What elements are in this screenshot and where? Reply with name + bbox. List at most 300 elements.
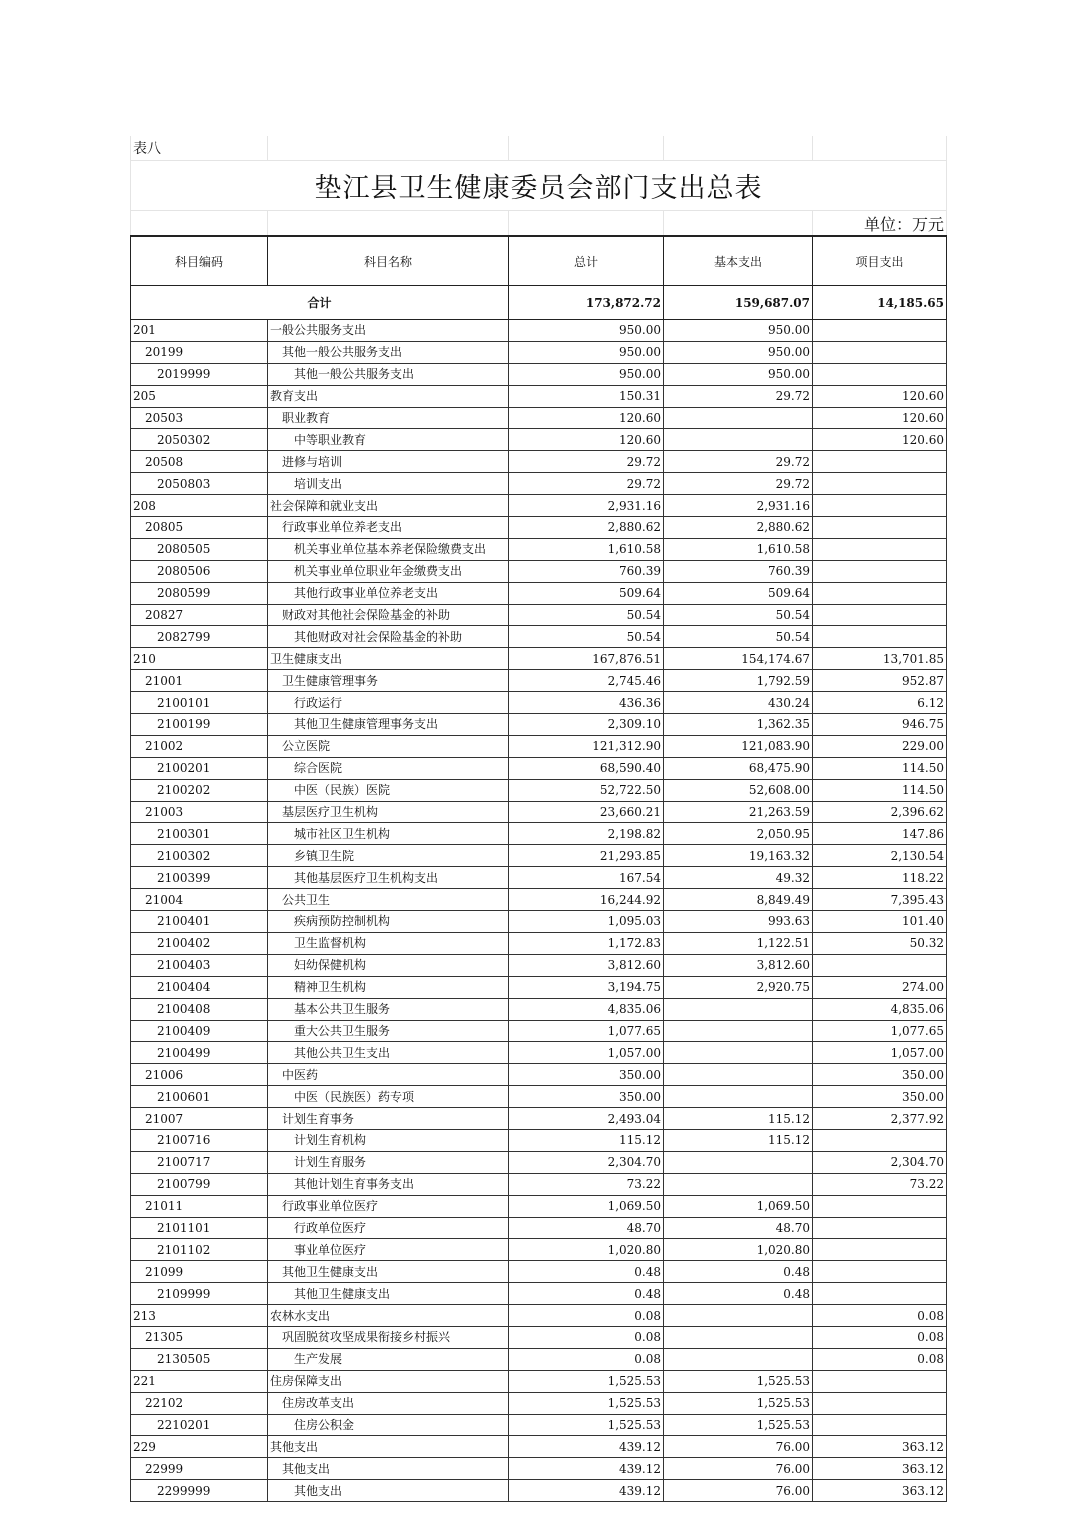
page-title: 垫江县卫生健康委员会部门支出总表 xyxy=(131,161,947,211)
table-row xyxy=(131,1261,947,1283)
row-name: 其他卫生健康支出 xyxy=(268,1283,509,1305)
row-project: 0.08 xyxy=(813,1348,947,1370)
table-row xyxy=(131,1392,947,1414)
row-project xyxy=(813,320,947,342)
row-basic: 0.48 xyxy=(664,1261,813,1283)
table-row xyxy=(131,1348,947,1370)
row-project xyxy=(813,473,947,495)
table-row xyxy=(131,1086,947,1108)
table-row xyxy=(131,1195,947,1217)
row-basic: 29.72 xyxy=(664,451,813,473)
row-code: 2100302 xyxy=(131,845,268,867)
row-total: 150.31 xyxy=(509,385,664,407)
table-row xyxy=(131,779,947,801)
row-total: 1,525.53 xyxy=(509,1370,664,1392)
row-basic: 1,362.35 xyxy=(664,714,813,736)
row-total: 0.08 xyxy=(509,1305,664,1327)
row-project: 13,701.85 xyxy=(813,648,947,670)
table-row xyxy=(131,1108,947,1130)
row-code: 21004 xyxy=(131,889,268,911)
row-code: 2210201 xyxy=(131,1414,268,1436)
label-row xyxy=(131,136,947,161)
row-basic: 121,083.90 xyxy=(664,735,813,757)
row-basic: 3,812.60 xyxy=(664,954,813,976)
header-total: 总计 xyxy=(509,236,664,286)
title-row xyxy=(131,161,947,211)
row-name: 中医（民族医）药专项 xyxy=(268,1086,509,1108)
row-total: 48.70 xyxy=(509,1217,664,1239)
row-project xyxy=(813,538,947,560)
row-code: 205 xyxy=(131,385,268,407)
row-code: 2100499 xyxy=(131,1042,268,1064)
row-total: 439.12 xyxy=(509,1480,664,1502)
row-basic: 50.54 xyxy=(664,604,813,626)
row-code: 2100408 xyxy=(131,998,268,1020)
row-basic: 1,122.51 xyxy=(664,932,813,954)
row-code: 2299999 xyxy=(131,1480,268,1502)
row-code: 21007 xyxy=(131,1108,268,1130)
row-name: 教育支出 xyxy=(268,385,509,407)
row-code: 221 xyxy=(131,1370,268,1392)
row-name: 计划生育事务 xyxy=(268,1108,509,1130)
row-total: 950.00 xyxy=(509,320,664,342)
row-basic: 760.39 xyxy=(664,560,813,582)
row-code: 20199 xyxy=(131,341,268,363)
row-basic: 509.64 xyxy=(664,582,813,604)
row-basic: 115.12 xyxy=(664,1108,813,1130)
row-name: 卫生健康支出 xyxy=(268,648,509,670)
row-total: 436.36 xyxy=(509,692,664,714)
row-project xyxy=(813,626,947,648)
row-code: 2101101 xyxy=(131,1217,268,1239)
row-name: 培训支出 xyxy=(268,473,509,495)
row-basic: 430.24 xyxy=(664,692,813,714)
row-code: 21011 xyxy=(131,1195,268,1217)
row-basic: 1,792.59 xyxy=(664,670,813,692)
table-row xyxy=(131,1042,947,1064)
table-row xyxy=(131,648,947,670)
row-basic: 115.12 xyxy=(664,1129,813,1151)
row-basic xyxy=(664,1173,813,1195)
row-project xyxy=(813,1129,947,1151)
row-project: 73.22 xyxy=(813,1173,947,1195)
row-project xyxy=(813,495,947,517)
row-name: 妇幼保健机构 xyxy=(268,954,509,976)
row-project xyxy=(813,1195,947,1217)
row-name: 卫生健康管理事务 xyxy=(268,670,509,692)
row-total: 52,722.50 xyxy=(509,779,664,801)
row-code: 2100403 xyxy=(131,954,268,976)
row-basic xyxy=(664,407,813,429)
row-name: 公共卫生 xyxy=(268,889,509,911)
row-total: 950.00 xyxy=(509,363,664,385)
row-name: 其他支出 xyxy=(268,1458,509,1480)
unit-label: 单位：万元 xyxy=(813,211,947,237)
table-row xyxy=(131,670,947,692)
table-row xyxy=(131,407,947,429)
row-project xyxy=(813,451,947,473)
total-row xyxy=(131,286,947,320)
row-name: 其他财政对社会保险基金的补助 xyxy=(268,626,509,648)
table-row xyxy=(131,911,947,933)
row-code: 213 xyxy=(131,1305,268,1327)
table-row xyxy=(131,1129,947,1151)
table-row xyxy=(131,1305,947,1327)
row-code: 2080506 xyxy=(131,560,268,582)
row-name: 综合医院 xyxy=(268,757,509,779)
row-name: 重大公共卫生服务 xyxy=(268,1020,509,1042)
row-project: 114.50 xyxy=(813,779,947,801)
row-basic: 21,263.59 xyxy=(664,801,813,823)
table-row xyxy=(131,320,947,342)
row-code: 20508 xyxy=(131,451,268,473)
row-project: 0.08 xyxy=(813,1326,947,1348)
row-project: 101.40 xyxy=(813,911,947,933)
row-project: 363.12 xyxy=(813,1480,947,1502)
row-code: 2100202 xyxy=(131,779,268,801)
table-row xyxy=(131,1239,947,1261)
row-name: 城市社区卫生机构 xyxy=(268,823,509,845)
row-basic: 76.00 xyxy=(664,1436,813,1458)
row-project: 946.75 xyxy=(813,714,947,736)
row-basic: 76.00 xyxy=(664,1458,813,1480)
row-total: 3,194.75 xyxy=(509,976,664,998)
row-basic: 19,163.32 xyxy=(664,845,813,867)
row-name: 疾病预防控制机构 xyxy=(268,911,509,933)
header-name: 科目名称 xyxy=(268,236,509,286)
row-name: 机关事业单位职业年金缴费支出 xyxy=(268,560,509,582)
row-code: 2100601 xyxy=(131,1086,268,1108)
row-total: 120.60 xyxy=(509,429,664,451)
row-total: 950.00 xyxy=(509,341,664,363)
row-name: 住房公积金 xyxy=(268,1414,509,1436)
row-basic xyxy=(664,1020,813,1042)
row-total: 2,309.10 xyxy=(509,714,664,736)
row-name: 其他一般公共服务支出 xyxy=(268,341,509,363)
row-project xyxy=(813,560,947,582)
row-project xyxy=(813,1261,947,1283)
row-code: 2100401 xyxy=(131,911,268,933)
row-code: 21002 xyxy=(131,735,268,757)
row-total: 73.22 xyxy=(509,1173,664,1195)
table-row xyxy=(131,889,947,911)
table-row xyxy=(131,998,947,1020)
table-row xyxy=(131,473,947,495)
row-project: 229.00 xyxy=(813,735,947,757)
row-basic xyxy=(664,1086,813,1108)
row-project xyxy=(813,363,947,385)
row-name: 进修与培训 xyxy=(268,451,509,473)
table-row xyxy=(131,1217,947,1239)
row-code: 2100402 xyxy=(131,932,268,954)
table-row xyxy=(131,1283,947,1305)
row-total: 2,880.62 xyxy=(509,517,664,539)
row-name: 行政事业单位养老支出 xyxy=(268,517,509,539)
row-total: 1,095.03 xyxy=(509,911,664,933)
row-basic: 68,475.90 xyxy=(664,757,813,779)
row-total: 1,172.83 xyxy=(509,932,664,954)
row-name: 乡镇卫生院 xyxy=(268,845,509,867)
row-basic: 52,608.00 xyxy=(664,779,813,801)
row-name: 机关事业单位基本养老保险缴费支出 xyxy=(268,538,509,560)
table-row xyxy=(131,538,947,560)
row-code: 22102 xyxy=(131,1392,268,1414)
table-row xyxy=(131,604,947,626)
row-code: 2100409 xyxy=(131,1020,268,1042)
row-name: 职业教育 xyxy=(268,407,509,429)
row-basic: 1,020.80 xyxy=(664,1239,813,1261)
row-code: 2101102 xyxy=(131,1239,268,1261)
row-code: 2019999 xyxy=(131,363,268,385)
row-code: 2100404 xyxy=(131,976,268,998)
row-project: 2,396.62 xyxy=(813,801,947,823)
table-row xyxy=(131,845,947,867)
row-code: 2100301 xyxy=(131,823,268,845)
row-total: 439.12 xyxy=(509,1458,664,1480)
row-total: 120.60 xyxy=(509,407,664,429)
row-total: 1,020.80 xyxy=(509,1239,664,1261)
expenditure-table xyxy=(130,136,947,1502)
row-name: 农林水支出 xyxy=(268,1305,509,1327)
row-basic xyxy=(664,1151,813,1173)
row-basic: 950.00 xyxy=(664,341,813,363)
table-row xyxy=(131,560,947,582)
row-name: 住房改革支出 xyxy=(268,1392,509,1414)
table-row xyxy=(131,1414,947,1436)
row-name: 其他基层医疗卫生机构支出 xyxy=(268,867,509,889)
row-name: 其他支出 xyxy=(268,1436,509,1458)
row-total: 115.12 xyxy=(509,1129,664,1151)
row-basic: 2,880.62 xyxy=(664,517,813,539)
row-total: 0.48 xyxy=(509,1261,664,1283)
row-project: 2,377.92 xyxy=(813,1108,947,1130)
table-row xyxy=(131,1436,947,1458)
row-total: 760.39 xyxy=(509,560,664,582)
row-total: 0.08 xyxy=(509,1326,664,1348)
row-total: 50.54 xyxy=(509,604,664,626)
row-basic: 1,525.53 xyxy=(664,1370,813,1392)
row-project: 2,130.54 xyxy=(813,845,947,867)
row-name: 行政单位医疗 xyxy=(268,1217,509,1239)
row-total: 0.08 xyxy=(509,1348,664,1370)
table-row xyxy=(131,1173,947,1195)
row-total: 23,660.21 xyxy=(509,801,664,823)
row-total: 1,057.00 xyxy=(509,1042,664,1064)
row-project: 114.50 xyxy=(813,757,947,779)
row-name: 卫生监督机构 xyxy=(268,932,509,954)
row-project: 350.00 xyxy=(813,1086,947,1108)
row-project: 6.12 xyxy=(813,692,947,714)
row-total: 29.72 xyxy=(509,451,664,473)
row-project: 1,077.65 xyxy=(813,1020,947,1042)
table-row xyxy=(131,1326,947,1348)
row-total: 1,069.50 xyxy=(509,1195,664,1217)
row-project: 2,304.70 xyxy=(813,1151,947,1173)
table-row xyxy=(131,495,947,517)
row-name: 基本公共卫生服务 xyxy=(268,998,509,1020)
unit-row xyxy=(131,211,947,237)
row-basic: 154,174.67 xyxy=(664,648,813,670)
table-row xyxy=(131,385,947,407)
row-basic: 8,849.49 xyxy=(664,889,813,911)
row-total: 1,525.53 xyxy=(509,1392,664,1414)
row-code: 2080599 xyxy=(131,582,268,604)
row-basic: 29.72 xyxy=(664,473,813,495)
row-total: 68,590.40 xyxy=(509,757,664,779)
row-code: 201 xyxy=(131,320,268,342)
row-code: 20503 xyxy=(131,407,268,429)
table-row xyxy=(131,976,947,998)
row-total: 1,610.58 xyxy=(509,538,664,560)
row-project xyxy=(813,1217,947,1239)
row-name: 其他卫生健康管理事务支出 xyxy=(268,714,509,736)
table-row xyxy=(131,626,947,648)
table-row xyxy=(131,954,947,976)
row-total: 439.12 xyxy=(509,1436,664,1458)
row-project xyxy=(813,1283,947,1305)
row-total: 50.54 xyxy=(509,626,664,648)
row-basic: 50.54 xyxy=(664,626,813,648)
row-project xyxy=(813,1239,947,1261)
row-basic: 49.32 xyxy=(664,867,813,889)
row-project: 363.12 xyxy=(813,1458,947,1480)
row-basic: 0.48 xyxy=(664,1283,813,1305)
total-label: 合计 xyxy=(131,286,509,320)
row-basic: 1,525.53 xyxy=(664,1414,813,1436)
table-row xyxy=(131,757,947,779)
total-total: 173,872.72 xyxy=(509,286,664,320)
row-project: 120.60 xyxy=(813,429,947,451)
row-code: 2082799 xyxy=(131,626,268,648)
row-project: 120.60 xyxy=(813,385,947,407)
row-name: 其他计划生育事务支出 xyxy=(268,1173,509,1195)
row-name: 行政事业单位医疗 xyxy=(268,1195,509,1217)
table-row xyxy=(131,714,947,736)
row-code: 22999 xyxy=(131,1458,268,1480)
row-code: 2109999 xyxy=(131,1283,268,1305)
row-basic xyxy=(664,1305,813,1327)
row-code: 2130505 xyxy=(131,1348,268,1370)
row-basic xyxy=(664,1326,813,1348)
row-total: 4,835.06 xyxy=(509,998,664,1020)
row-project xyxy=(813,954,947,976)
row-project: 147.86 xyxy=(813,823,947,845)
header-project: 项目支出 xyxy=(813,236,947,286)
total-project: 14,185.65 xyxy=(813,286,947,320)
row-name: 基层医疗卫生机构 xyxy=(268,801,509,823)
row-total: 2,304.70 xyxy=(509,1151,664,1173)
row-code: 2100717 xyxy=(131,1151,268,1173)
row-code: 21001 xyxy=(131,670,268,692)
row-basic xyxy=(664,1042,813,1064)
table-row xyxy=(131,582,947,604)
row-name: 其他一般公共服务支出 xyxy=(268,363,509,385)
table-row xyxy=(131,801,947,823)
header-row xyxy=(131,236,947,286)
row-basic: 2,050.95 xyxy=(664,823,813,845)
row-project xyxy=(813,582,947,604)
row-name: 住房保障支出 xyxy=(268,1370,509,1392)
table-row xyxy=(131,823,947,845)
table-row xyxy=(131,341,947,363)
row-project xyxy=(813,604,947,626)
table-row xyxy=(131,1020,947,1042)
row-code: 2100716 xyxy=(131,1129,268,1151)
row-code: 208 xyxy=(131,495,268,517)
row-project: 350.00 xyxy=(813,1064,947,1086)
row-total: 3,812.60 xyxy=(509,954,664,976)
row-name: 中医（民族）医院 xyxy=(268,779,509,801)
row-name: 一般公共服务支出 xyxy=(268,320,509,342)
row-total: 2,198.82 xyxy=(509,823,664,845)
row-project: 120.60 xyxy=(813,407,947,429)
table-row xyxy=(131,867,947,889)
row-code: 2100799 xyxy=(131,1173,268,1195)
row-project xyxy=(813,1392,947,1414)
row-name: 其他卫生健康支出 xyxy=(268,1261,509,1283)
row-basic: 1,525.53 xyxy=(664,1392,813,1414)
row-total: 0.48 xyxy=(509,1283,664,1305)
row-total: 2,931.16 xyxy=(509,495,664,517)
table-row xyxy=(131,1151,947,1173)
row-basic: 950.00 xyxy=(664,320,813,342)
row-code: 2050302 xyxy=(131,429,268,451)
row-basic: 48.70 xyxy=(664,1217,813,1239)
row-project: 4,835.06 xyxy=(813,998,947,1020)
row-project: 118.22 xyxy=(813,867,947,889)
row-project xyxy=(813,1414,947,1436)
row-basic: 993.63 xyxy=(664,911,813,933)
row-name: 行政运行 xyxy=(268,692,509,714)
table-row xyxy=(131,517,947,539)
row-total: 2,493.04 xyxy=(509,1108,664,1130)
expenditure-sheet xyxy=(130,136,946,1502)
row-project: 952.87 xyxy=(813,670,947,692)
row-basic xyxy=(664,1348,813,1370)
row-basic: 1,610.58 xyxy=(664,538,813,560)
row-name: 中等职业教育 xyxy=(268,429,509,451)
row-basic: 2,931.16 xyxy=(664,495,813,517)
row-basic xyxy=(664,429,813,451)
table-row xyxy=(131,932,947,954)
row-project: 0.08 xyxy=(813,1305,947,1327)
row-name: 其他公共卫生支出 xyxy=(268,1042,509,1064)
row-total: 167.54 xyxy=(509,867,664,889)
row-total: 21,293.85 xyxy=(509,845,664,867)
row-basic: 950.00 xyxy=(664,363,813,385)
row-code: 21006 xyxy=(131,1064,268,1086)
row-total: 509.64 xyxy=(509,582,664,604)
row-name: 财政对其他社会保险基金的补助 xyxy=(268,604,509,626)
table-row xyxy=(131,1370,947,1392)
row-name: 巩固脱贫攻坚成果衔接乡村振兴 xyxy=(268,1326,509,1348)
row-total: 167,876.51 xyxy=(509,648,664,670)
row-code: 2080505 xyxy=(131,538,268,560)
table-row xyxy=(131,1458,947,1480)
row-total: 121,312.90 xyxy=(509,735,664,757)
row-project: 274.00 xyxy=(813,976,947,998)
row-basic: 1,069.50 xyxy=(664,1195,813,1217)
row-project: 7,395.43 xyxy=(813,889,947,911)
header-code: 科目编码 xyxy=(131,236,268,286)
table-row xyxy=(131,692,947,714)
row-basic: 76.00 xyxy=(664,1480,813,1502)
row-code: 2100399 xyxy=(131,867,268,889)
row-code: 20805 xyxy=(131,517,268,539)
row-name: 精神卫生机构 xyxy=(268,976,509,998)
row-name: 其他行政事业单位养老支出 xyxy=(268,582,509,604)
row-code: 2100101 xyxy=(131,692,268,714)
